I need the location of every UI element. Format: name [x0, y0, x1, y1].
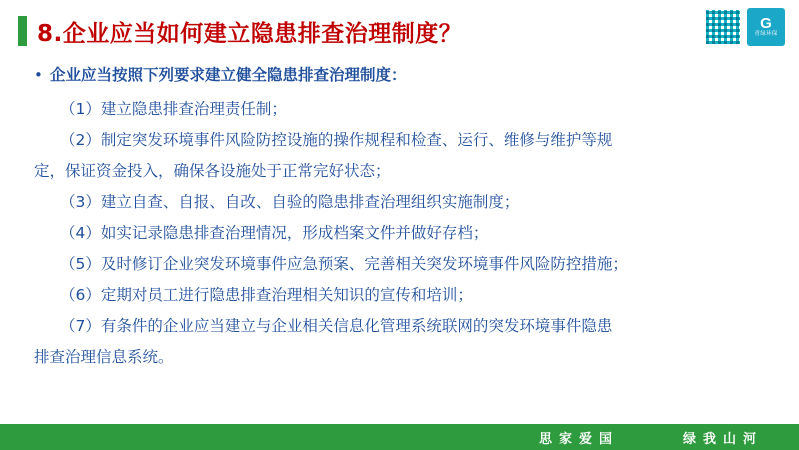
bullet-icon: •: [34, 66, 43, 84]
lead-row: [34, 62, 775, 88]
brand-name-text: 青绿环保: [754, 30, 778, 37]
slide-content: [34, 62, 775, 414]
list-item: （3）建立自查、自报、自改、自验的隐患排查治理组织实施制度；: [60, 193, 520, 211]
footer-left-text: 思家爱国: [538, 431, 619, 447]
brand-logo-icon: [747, 8, 785, 46]
list-item: （6）定期对员工进行隐患排查治理相关知识的宣传和培训；: [60, 286, 473, 304]
title-accent-bar: [18, 16, 27, 46]
list-item: （1）建立隐患排查治理责任制；: [60, 100, 287, 118]
slide-footer: [0, 424, 799, 450]
list-item: （2）制定突发环境事件风险防控设施的操作规程和检查、运行、维修与维护等规: [60, 131, 613, 149]
list-item: （5）及时修订企业突发环境事件应急预案、完善相关突发环境事件风险防控措施；: [60, 255, 628, 273]
logo-group: [705, 8, 785, 46]
list-item: 排查治理信息系统。: [34, 348, 174, 366]
list-item: 定，保证资金投入，确保各设施处于正常完好状态；: [34, 162, 391, 180]
footer-right-text: 绿我山河: [682, 431, 763, 447]
lead-paragraph: 企业应当按照下列要求建立健全隐患排查治理制度：: [50, 66, 407, 84]
list-item: （4）如实记录隐患排查治理情况，形成档案文件并做好存档；: [60, 224, 489, 242]
slide-header: [18, 12, 781, 50]
brand-mark-text: G: [760, 14, 772, 32]
list-item: （7）有条件的企业应当建立与企业相关信息化管理系统联网的突发环境事件隐患: [60, 317, 613, 335]
page-title: 8.企业应当如何建立隐患排查治理制度？: [37, 20, 463, 47]
qr-code-icon: [705, 9, 741, 45]
